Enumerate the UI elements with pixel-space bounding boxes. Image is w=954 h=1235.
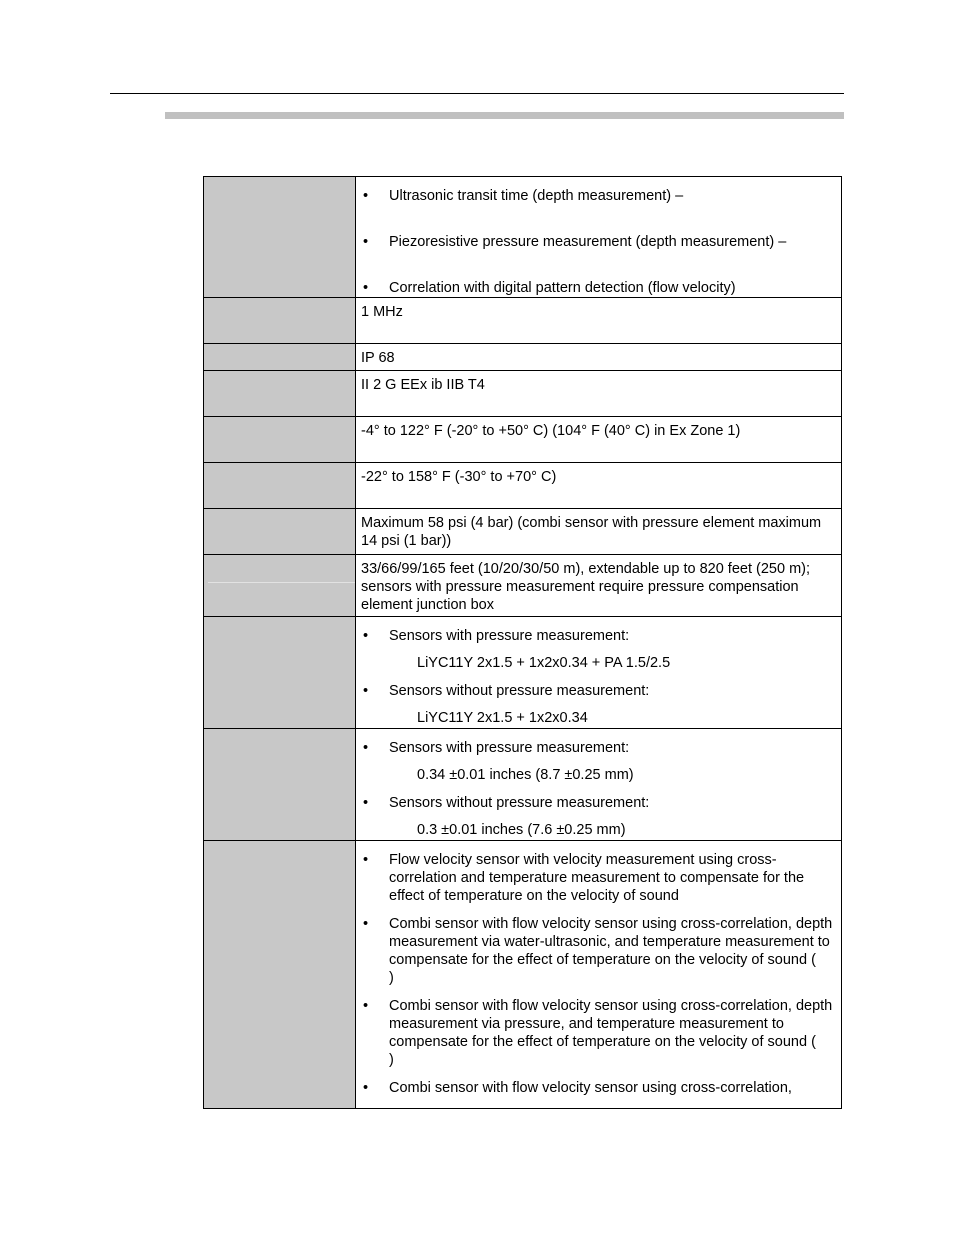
row-label-cell — [204, 509, 356, 555]
table-row — [204, 177, 842, 298]
bullet-list — [356, 627, 841, 645]
cell-text: 33/66/99/165 feet (10/20/30/50 m), extendable up to 820 feet (250 m); sensors with pressure measurement require pressure compensation element junction box — [361, 561, 811, 613]
bullet-list — [356, 682, 841, 700]
cell-text: 1 MHz — [361, 304, 403, 320]
row-value-cell — [356, 298, 842, 344]
cell-text: -22° to 158° F (-30° to +70° C) — [361, 469, 557, 485]
list-item: • Correlation with digital pattern detection (flow velocity) — [356, 279, 841, 297]
row-value-cell — [356, 555, 842, 617]
list-item-label: Sensors without pressure measurement: — [389, 795, 650, 811]
sub-value: LiYC11Y 2x1.5 + 1x2x0.34 + PA 1.5/2.5 — [417, 655, 671, 671]
list-item-label: Sensors with pressure measurement: — [389, 628, 630, 644]
list-item: • Combi sensor with flow velocity sensor using cross-correlation, depth measurement via water-ultrasonic, and temperature measurement to compensate for the effect of temperature on the velocity of sound ( ) — [356, 915, 841, 987]
section-band — [165, 112, 844, 119]
list-item: • Ultrasonic transit time (depth measurement) – — [356, 187, 841, 205]
row-label-cell — [204, 417, 356, 463]
cell-text: II 2 G EEx ib IIB T4 — [361, 377, 485, 393]
list-item: • Flow velocity sensor with velocity measurement using cross-correlation and temperature measurement to compensate for the effect of temperature on the velocity of sound — [356, 851, 841, 905]
spec-table — [203, 176, 937, 1109]
row-value-cell — [356, 371, 842, 417]
row-label-cell — [204, 344, 356, 371]
table-row — [204, 617, 842, 729]
row-label-cell — [204, 841, 356, 1109]
row-value-cell — [356, 417, 842, 463]
row-value-cell — [356, 617, 842, 729]
sub-value: 0.3 ±0.01 inches (7.6 ±0.25 mm) — [417, 822, 626, 838]
bullet-list — [356, 739, 841, 757]
row-value-cell — [356, 729, 842, 841]
list-item: • Combi sensor with flow velocity sensor using cross-correlation, — [356, 1079, 841, 1097]
sub-value: 0.34 ±0.01 inches (8.7 ±0.25 mm) — [417, 767, 634, 783]
header-rule — [110, 93, 844, 94]
list-item — [356, 682, 841, 700]
row-value-cell — [356, 509, 842, 555]
cell-text: -4° to 122° F (-20° to +50° C) (104° F (40° C) in Ex Zone 1) — [361, 423, 741, 439]
list-item: • Combi sensor with flow velocity sensor using cross-correlation, depth measurement via pressure, and temperature measurement to compensate for the effect of temperature on the velocity of sound ( ) — [356, 997, 841, 1069]
bullet-list — [356, 794, 841, 812]
list-item — [356, 794, 841, 812]
cell-text: Maximum 58 psi (4 bar) (combi sensor with pressure element maximum 14 psi (1 bar)) — [361, 515, 822, 549]
cell-clip — [356, 851, 937, 1108]
table-row — [204, 298, 842, 344]
sub-value: LiYC11Y 2x1.5 + 1x2x0.34 — [417, 710, 588, 726]
list-item-label: Sensors with pressure measurement: — [389, 740, 630, 756]
row-label-cell — [204, 729, 356, 841]
row-label-cell — [204, 298, 356, 344]
list-item: • Piezoresistive pressure measurement (depth measurement) – — [356, 233, 841, 251]
bullet-list — [356, 187, 841, 297]
table-row — [204, 509, 842, 555]
table-row — [204, 555, 842, 617]
row-label-cell — [204, 617, 356, 729]
row-value-cell — [356, 841, 937, 1109]
list-item-label: Sensors without pressure measurement: — [389, 683, 650, 699]
table-row — [204, 344, 842, 371]
table-row — [204, 463, 842, 509]
row-label-cell — [204, 371, 356, 417]
row-label-cell — [204, 177, 356, 298]
list-item — [356, 627, 841, 645]
row-label-cell — [204, 463, 356, 509]
bullet-list — [356, 851, 937, 1097]
table-row — [204, 841, 842, 1109]
cell-text: IP 68 — [361, 350, 395, 366]
row-value-cell — [356, 177, 842, 298]
row-value-cell — [356, 463, 842, 509]
table-row — [204, 371, 842, 417]
list-item — [356, 739, 841, 757]
row-value-cell — [356, 344, 842, 371]
row-label-cell — [204, 555, 356, 617]
table-row — [204, 729, 842, 841]
table-row — [204, 417, 842, 463]
